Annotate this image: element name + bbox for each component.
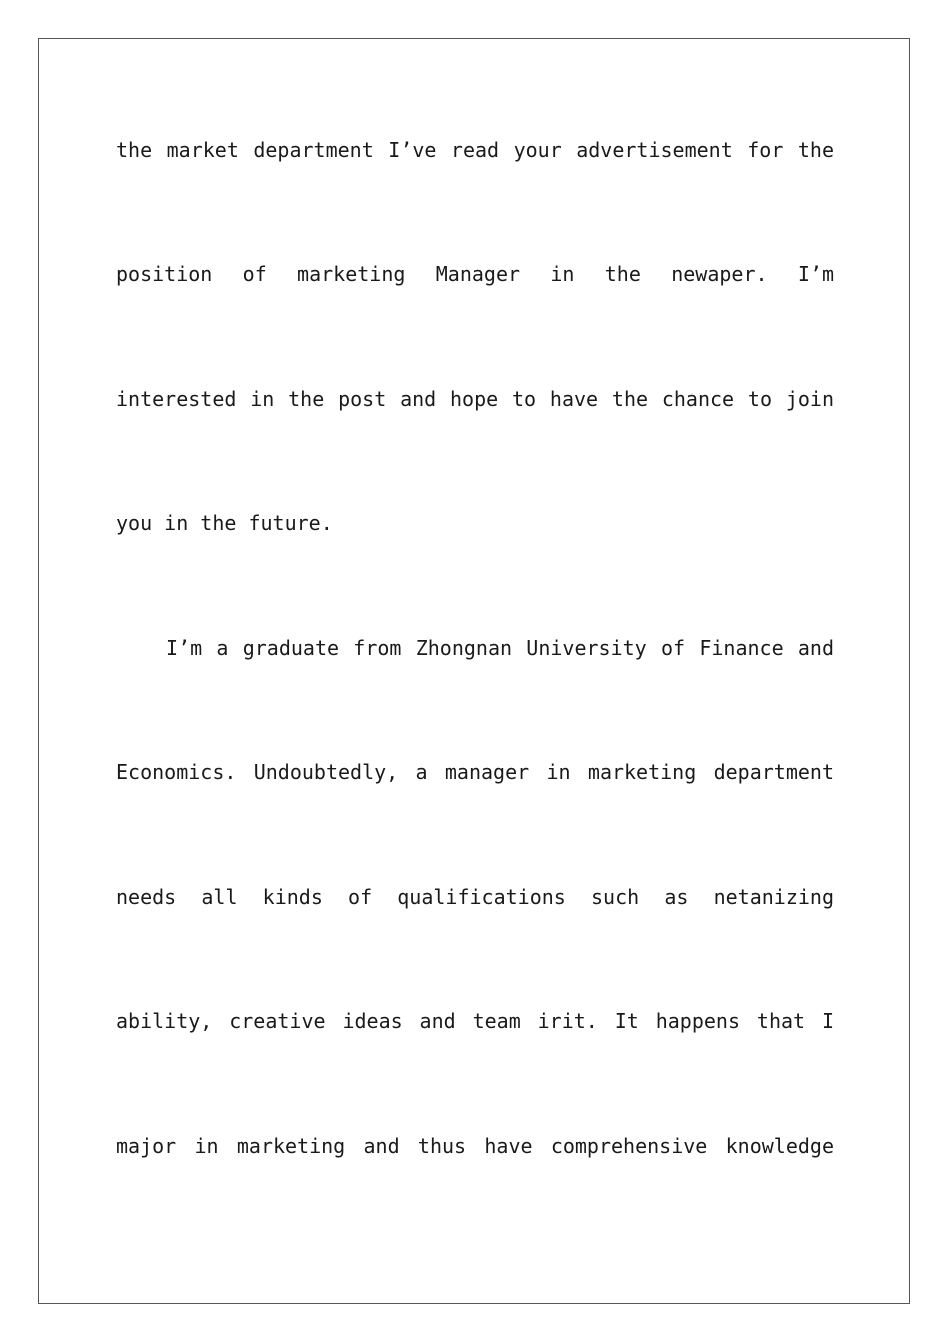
- page-border: [38, 38, 910, 1304]
- body-text-line: I’m a graduate from Zhongnan University of Finance and: [166, 636, 834, 660]
- body-text-line: position of marketing Manager in the newaper. I’m: [116, 262, 834, 286]
- body-text-line: Economics. Undoubtedly, a manager in marketing department: [116, 760, 834, 784]
- body-text-line: major in marketing and thus have comprehensive knowledge: [116, 1134, 834, 1158]
- body-text-line: you in the future.: [116, 511, 333, 535]
- body-text-line: interested in the post and hope to have the chance to join: [116, 387, 834, 411]
- body-text-line: ability, creative ideas and team irit. It happens that I: [116, 1009, 834, 1033]
- body-text-line: needs all kinds of qualifications such as netanizing: [116, 885, 834, 909]
- body-text-line: the market department I’ve read your advertisement for the: [116, 138, 834, 162]
